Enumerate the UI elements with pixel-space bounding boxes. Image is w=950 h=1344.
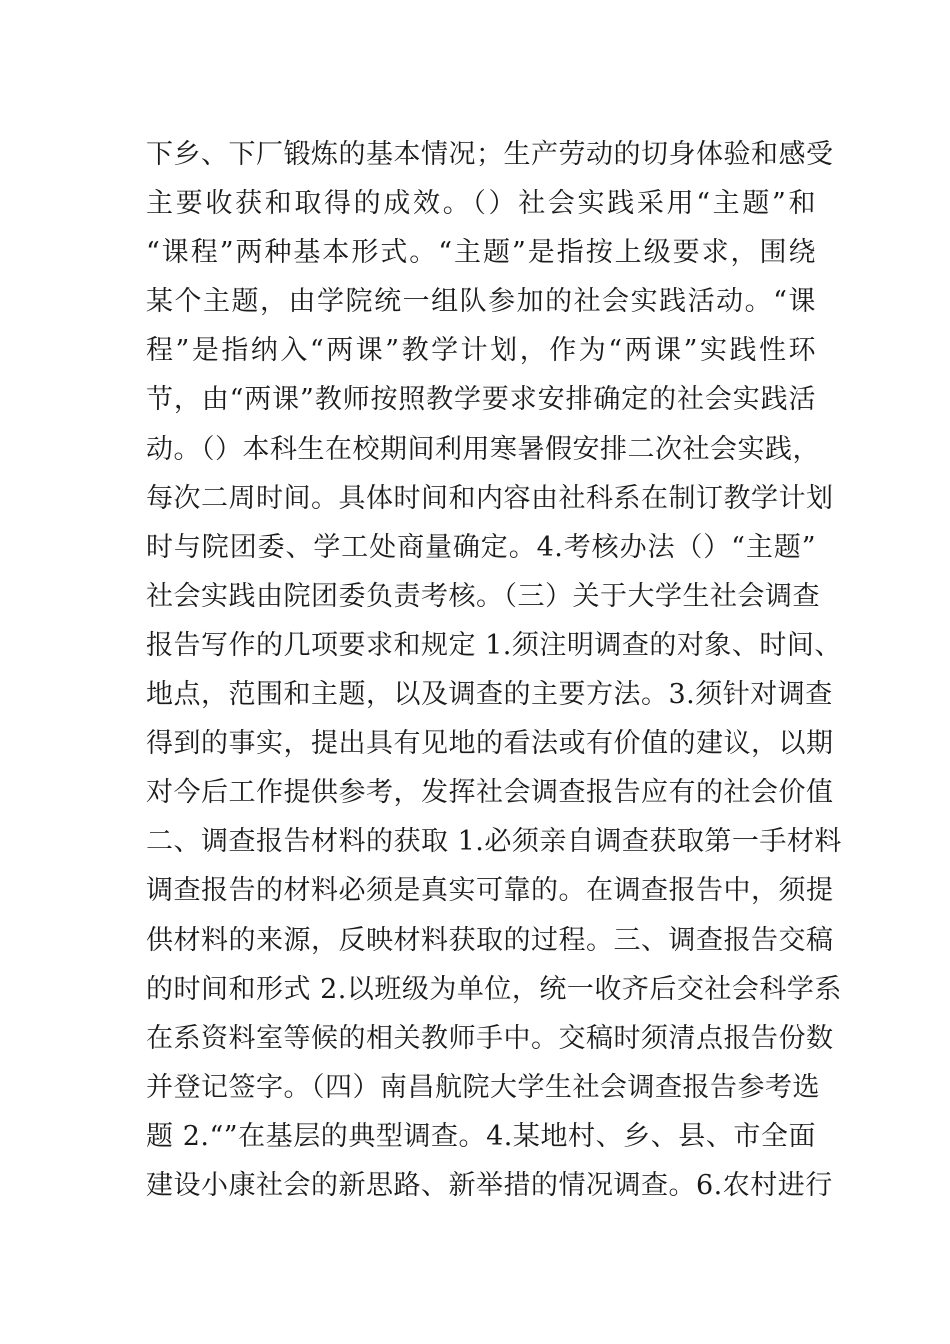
text-line: 动。（）本科生在校期间利用寒暑假安排二次社会实践，: [146, 433, 820, 465]
body-text: [146, 130, 842, 1210]
text-line: 时与院团委、学工处商量确定。4.考核办法（）“主题”: [146, 531, 816, 563]
text-line: 调查报告的材料必须是真实可靠的。在调查报告中，须提: [146, 875, 834, 907]
text-line: 报告写作的几项要求和规定 1.须注明调查的对象、时间、: [146, 629, 842, 661]
text-line: 某个主题，由学院统一组队参加的社会实践活动。“课: [146, 286, 816, 318]
text-line: 在系资料室等候的相关教师手中。交稿时须清点报告份数: [146, 1022, 834, 1054]
text-line: 供材料的来源，反映材料获取的过程。三、调查报告交稿: [146, 924, 834, 956]
text-line: 题 2.“”在基层的典型调查。4.某地村、乡、县、市全面: [146, 1120, 816, 1152]
text-line: 每次二周时间。具体时间和内容由社科系在制订教学计划: [146, 482, 834, 514]
text-line: 对今后工作提供参考，发挥社会调查报告应有的社会价值: [146, 777, 834, 809]
text-line: “课程”两种基本形式。“主题”是指按上级要求，围绕: [146, 237, 816, 269]
text-line: 并登记签字。（四）南昌航院大学生社会调查报告参考选: [146, 1071, 820, 1103]
text-line: 下乡、下厂锻炼的基本情况；生产劳动的切身体验和感受: [146, 139, 834, 170]
text-line: 社会实践由院团委负责考核。（三）关于大学生社会调查: [146, 580, 820, 612]
text-line: 二、调查报告材料的获取 1.必须亲自调查获取第一手材料: [146, 826, 842, 858]
text-line: 程”是指纳入“两课”教学计划，作为“两课”实践性环: [146, 335, 816, 367]
text-line: 主要收获和取得的成效。（）社会实践采用“主题”和: [146, 188, 816, 220]
text-line: 地点，范围和主题，以及调查的主要方法。3.须针对调查: [146, 679, 833, 711]
text-line: 建设小康社会的新思路、新举措的情况调查。6.农村进行: [146, 1169, 833, 1201]
text-line: 的时间和形式 2.以班级为单位，统一收齐后交社会科学系: [146, 973, 842, 1005]
text-line: 节，由“两课”教师按照教学要求安排确定的社会实践活: [146, 384, 816, 416]
text-line: 得到的事实，提出具有见地的看法或有价值的建议，以期: [146, 728, 834, 760]
